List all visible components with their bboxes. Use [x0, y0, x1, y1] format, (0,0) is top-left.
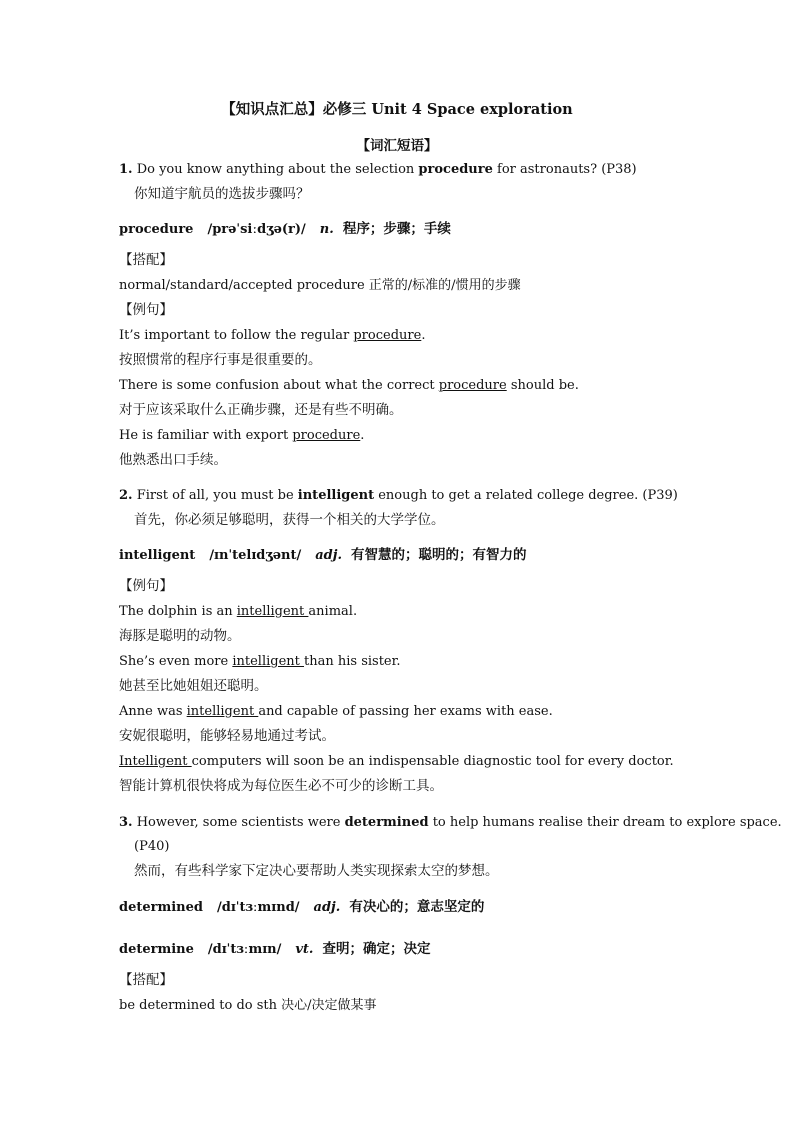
example-sentence: Anne was intelligent and capable of passing her exams with ease.: [119, 704, 553, 719]
item-3-translation: 然而，有些科学家下定决心要帮助人类实现探索太空的梦想。: [134, 863, 499, 879]
section-heading: 【词汇短语】: [356, 138, 438, 154]
example-translation: 对于应该采取什么正确步骤，还是有些不明确。: [119, 402, 403, 418]
collocation-label: 【搭配】: [119, 252, 173, 268]
example-translation: 智能计算机很快将成为每位医生必不可少的诊断工具。: [119, 778, 443, 794]
item-2-sentence: 2. First of all, you must be intelligent enough to get a related college degree. (P39): [119, 488, 678, 503]
item-1-sentence: 1. Do you know anything about the selection procedure for astronauts? (P38): [119, 162, 637, 177]
item-3-sentence: 3. However, some scientists were determined to help humans realise their dream to explore space.: [119, 815, 782, 830]
item-1-translation: 你知道宇航员的选拔步骤吗？: [134, 186, 310, 202]
example-sentence: Intelligent computers will soon be an indispensable diagnostic tool for every doctor.: [119, 754, 674, 769]
headword-entry: intelligent /ɪnˈtelɪdʒənt/ adj. 有智慧的；聪明的；有智力的: [119, 547, 527, 563]
item-3-sentence-continued: (P40): [134, 839, 170, 854]
headword-entry: determined /dɪˈtɜːmɪnd/ adj. 有决心的；意志坚定的: [119, 899, 485, 915]
example-label: 【例句】: [119, 578, 173, 594]
keyword: procedure: [418, 162, 493, 177]
item-2-translation: 首先，你必须足够聪明，获得一个相关的大学学位。: [134, 512, 445, 528]
headword-entry: procedure /prəˈsiːdʒə(r)/ n. 程序；步骤；手续: [119, 221, 451, 237]
keyword: intelligent: [297, 488, 375, 503]
page-title: 【知识点汇总】必修三 Unit 4 Space exploration: [221, 101, 573, 118]
example-sentence: The dolphin is an intelligent animal.: [119, 604, 358, 619]
example-sentence: She’s even more intelligent than his sister.: [119, 654, 401, 669]
example-sentence: There is some confusion about what the correct procedure should be.: [119, 378, 579, 393]
collocation-text: normal/standard/accepted procedure 正常的/标准的/惯用的步骤: [119, 278, 521, 293]
example-translation: 他熟悉出口手续。: [119, 452, 227, 468]
example-sentence: He is familiar with export procedure.: [119, 428, 365, 443]
headword-entry: determine /dɪˈtɜːmɪn/ vt. 查明；确定；决定: [119, 941, 431, 957]
example-sentence: It’s important to follow the regular procedure.: [119, 328, 426, 343]
collocation-text: be determined to do sth 决心/决定做某事: [119, 998, 377, 1013]
example-translation: 按照惯常的程序行事是很重要的。: [119, 352, 322, 368]
collocation-label: 【搭配】: [119, 972, 173, 988]
example-translation: 海豚是聪明的动物。: [119, 628, 241, 644]
example-label: 【例句】: [119, 302, 173, 318]
example-translation: 她甚至比她姐姐还聪明。: [119, 678, 268, 694]
keyword: determined: [344, 815, 429, 830]
example-translation: 安妮很聪明，能够轻易地通过考试。: [119, 728, 335, 744]
